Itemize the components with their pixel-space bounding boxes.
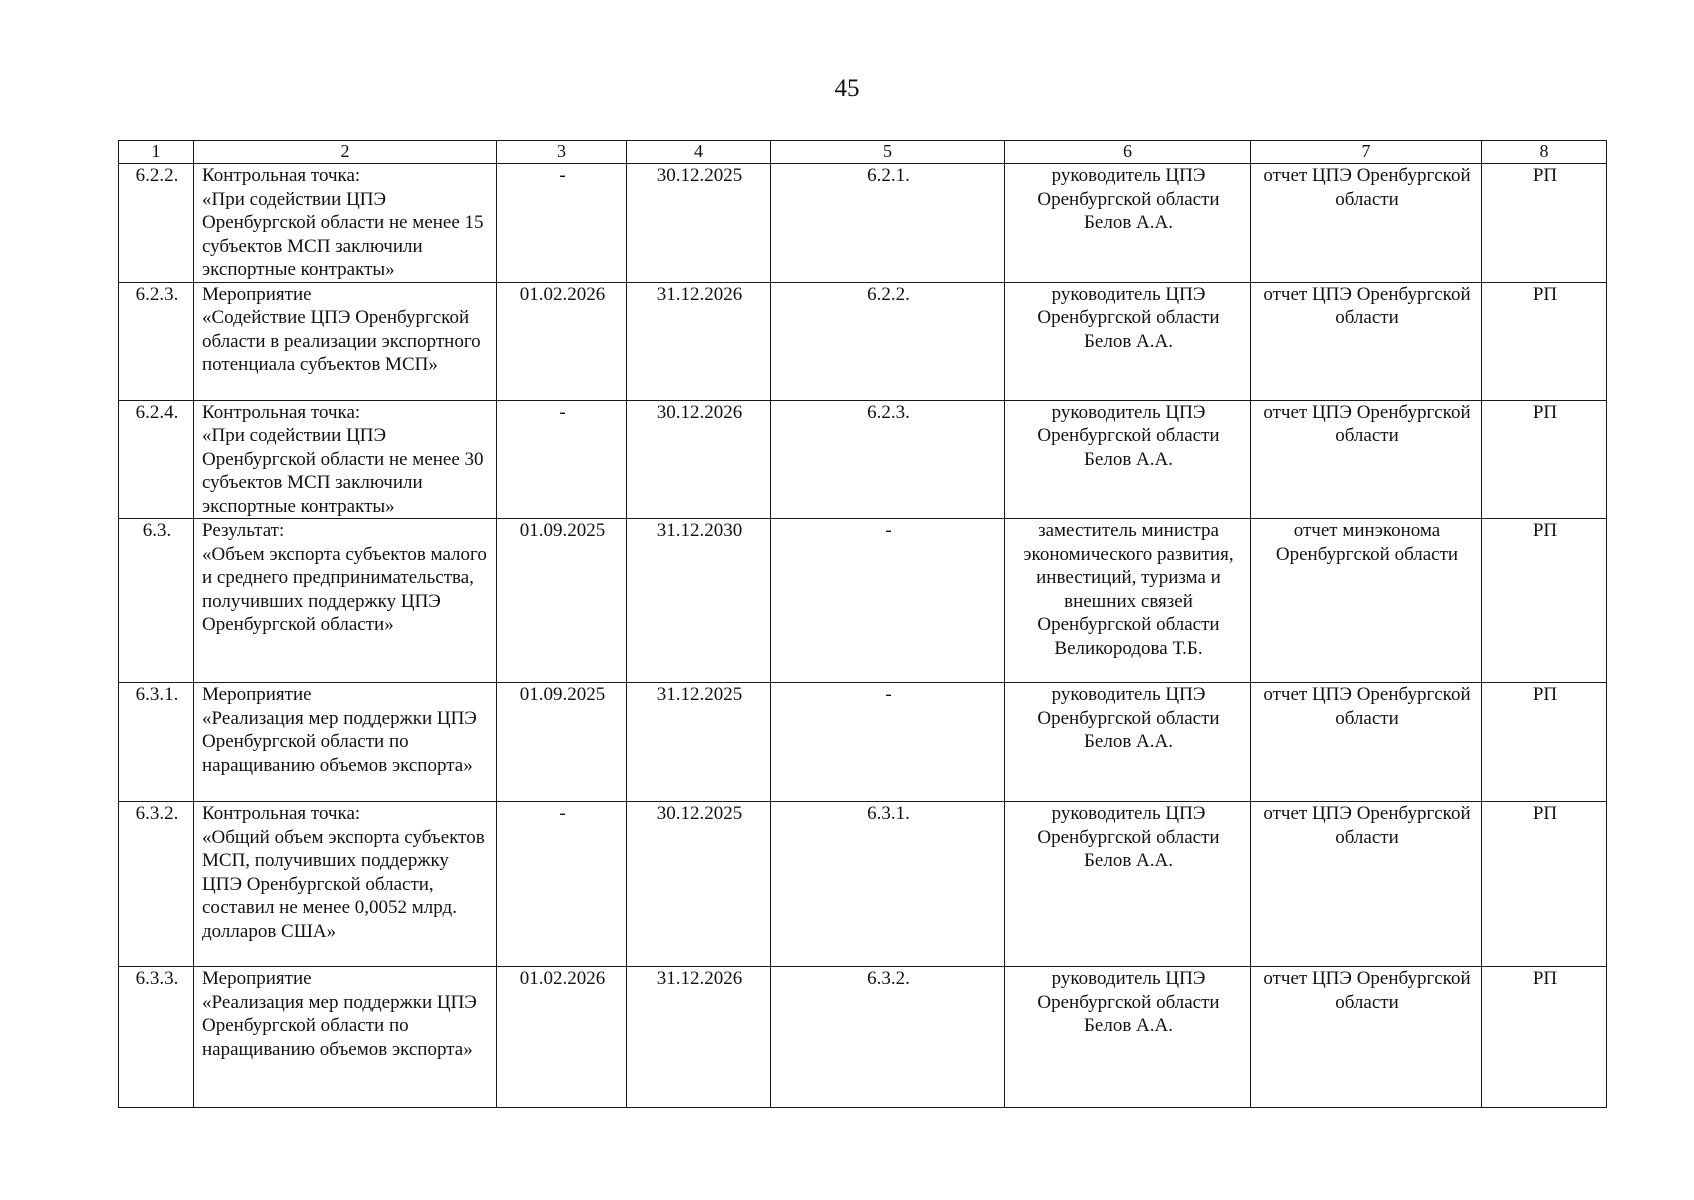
document-type: отчет ЦПЭ Оренбургской области xyxy=(1251,802,1482,967)
start-date: 01.02.2026 xyxy=(497,282,627,400)
item-number: 6.3. xyxy=(119,519,194,683)
item-name: Контрольная точка: «Общий объем экспорта субъектов МСП, получивших поддержку ЦПЭ Оренбургской области, составил не менее 0,0052 млрд. долларов США» xyxy=(194,802,497,967)
responsible: руководитель ЦПЭ Оренбургской области Белов А.А. xyxy=(1005,164,1251,283)
responsible: руководитель ЦПЭ Оренбургской области Белов А.А. xyxy=(1005,400,1251,519)
responsible: руководитель ЦПЭ Оренбургской области Белов А.А. xyxy=(1005,967,1251,1108)
table-header-row xyxy=(119,141,1607,164)
table-row xyxy=(119,400,1607,519)
header-cell: 1 xyxy=(119,141,194,164)
control-level: РП xyxy=(1482,967,1607,1108)
page-number: 45 xyxy=(834,75,860,102)
predecessor: 6.3.2. xyxy=(771,967,1005,1108)
item-name: Результат: «Объем экспорта субъектов малого и среднего предпринимательства, получивших поддержку ЦПЭ Оренбургской области» xyxy=(194,519,497,683)
table-row xyxy=(119,967,1607,1108)
predecessor: - xyxy=(771,683,1005,802)
header-cell: 4 xyxy=(627,141,771,164)
control-level: РП xyxy=(1482,164,1607,283)
document-type: отчет ЦПЭ Оренбургской области xyxy=(1251,967,1482,1108)
header-cell: 7 xyxy=(1251,141,1482,164)
document-type: отчет ЦПЭ Оренбургской области xyxy=(1251,164,1482,283)
item-number: 6.2.3. xyxy=(119,282,194,400)
header-cell: 5 xyxy=(771,141,1005,164)
end-date: 30.12.2025 xyxy=(627,802,771,967)
predecessor: 6.2.2. xyxy=(771,282,1005,400)
document-type: отчет ЦПЭ Оренбургской области xyxy=(1251,683,1482,802)
control-level: РП xyxy=(1482,282,1607,400)
control-level: РП xyxy=(1482,802,1607,967)
header-cell: 8 xyxy=(1482,141,1607,164)
table-row xyxy=(119,164,1607,283)
end-date: 31.12.2026 xyxy=(627,967,771,1108)
start-date: 01.09.2025 xyxy=(497,519,627,683)
item-number: 6.3.2. xyxy=(119,802,194,967)
responsible: руководитель ЦПЭ Оренбургской области Белов А.А. xyxy=(1005,683,1251,802)
start-date: 01.02.2026 xyxy=(497,967,627,1108)
plan-table xyxy=(118,140,1607,1108)
table-row xyxy=(119,519,1607,683)
start-date: - xyxy=(497,400,627,519)
start-date: 01.09.2025 xyxy=(497,683,627,802)
document-type: отчет минэконома Оренбургской области xyxy=(1251,519,1482,683)
end-date: 31.12.2030 xyxy=(627,519,771,683)
responsible: руководитель ЦПЭ Оренбургской области Белов А.А. xyxy=(1005,282,1251,400)
item-name: Мероприятие «Реализация мер поддержки ЦПЭ Оренбургской области по наращиванию объемов экспорта» xyxy=(194,683,497,802)
responsible: заместитель министра экономического развития, инвестиций, туризма и внешних связей Оренбургской области Великородова Т.Б. xyxy=(1005,519,1251,683)
end-date: 30.12.2026 xyxy=(627,400,771,519)
end-date: 31.12.2025 xyxy=(627,683,771,802)
predecessor: - xyxy=(771,519,1005,683)
item-name: Контрольная точка: «При содействии ЦПЭ Оренбургской области не менее 15 субъектов МСП заключили экспортные контракты» xyxy=(194,164,497,283)
predecessor: 6.2.3. xyxy=(771,400,1005,519)
item-name: Мероприятие «Реализация мер поддержки ЦПЭ Оренбургской области по наращиванию объемов экспорта» xyxy=(194,967,497,1108)
end-date: 31.12.2026 xyxy=(627,282,771,400)
item-name: Мероприятие «Содействие ЦПЭ Оренбургской области в реализации экспортного потенциала субъектов МСП» xyxy=(194,282,497,400)
start-date: - xyxy=(497,802,627,967)
end-date: 30.12.2025 xyxy=(627,164,771,283)
item-number: 6.2.2. xyxy=(119,164,194,283)
control-level: РП xyxy=(1482,683,1607,802)
item-number: 6.3.3. xyxy=(119,967,194,1108)
item-name: Контрольная точка: «При содействии ЦПЭ Оренбургской области не менее 30 субъектов МСП заключили экспортные контракты» xyxy=(194,400,497,519)
table-row xyxy=(119,282,1607,400)
start-date: - xyxy=(497,164,627,283)
header-cell: 3 xyxy=(497,141,627,164)
table-row xyxy=(119,802,1607,967)
control-level: РП xyxy=(1482,519,1607,683)
table-row xyxy=(119,683,1607,802)
item-number: 6.3.1. xyxy=(119,683,194,802)
control-level: РП xyxy=(1482,400,1607,519)
document-type: отчет ЦПЭ Оренбургской области xyxy=(1251,400,1482,519)
predecessor: 6.2.1. xyxy=(771,164,1005,283)
header-cell: 6 xyxy=(1005,141,1251,164)
item-number: 6.2.4. xyxy=(119,400,194,519)
responsible: руководитель ЦПЭ Оренбургской области Белов А.А. xyxy=(1005,802,1251,967)
document-type: отчет ЦПЭ Оренбургской области xyxy=(1251,282,1482,400)
predecessor: 6.3.1. xyxy=(771,802,1005,967)
header-cell: 2 xyxy=(194,141,497,164)
